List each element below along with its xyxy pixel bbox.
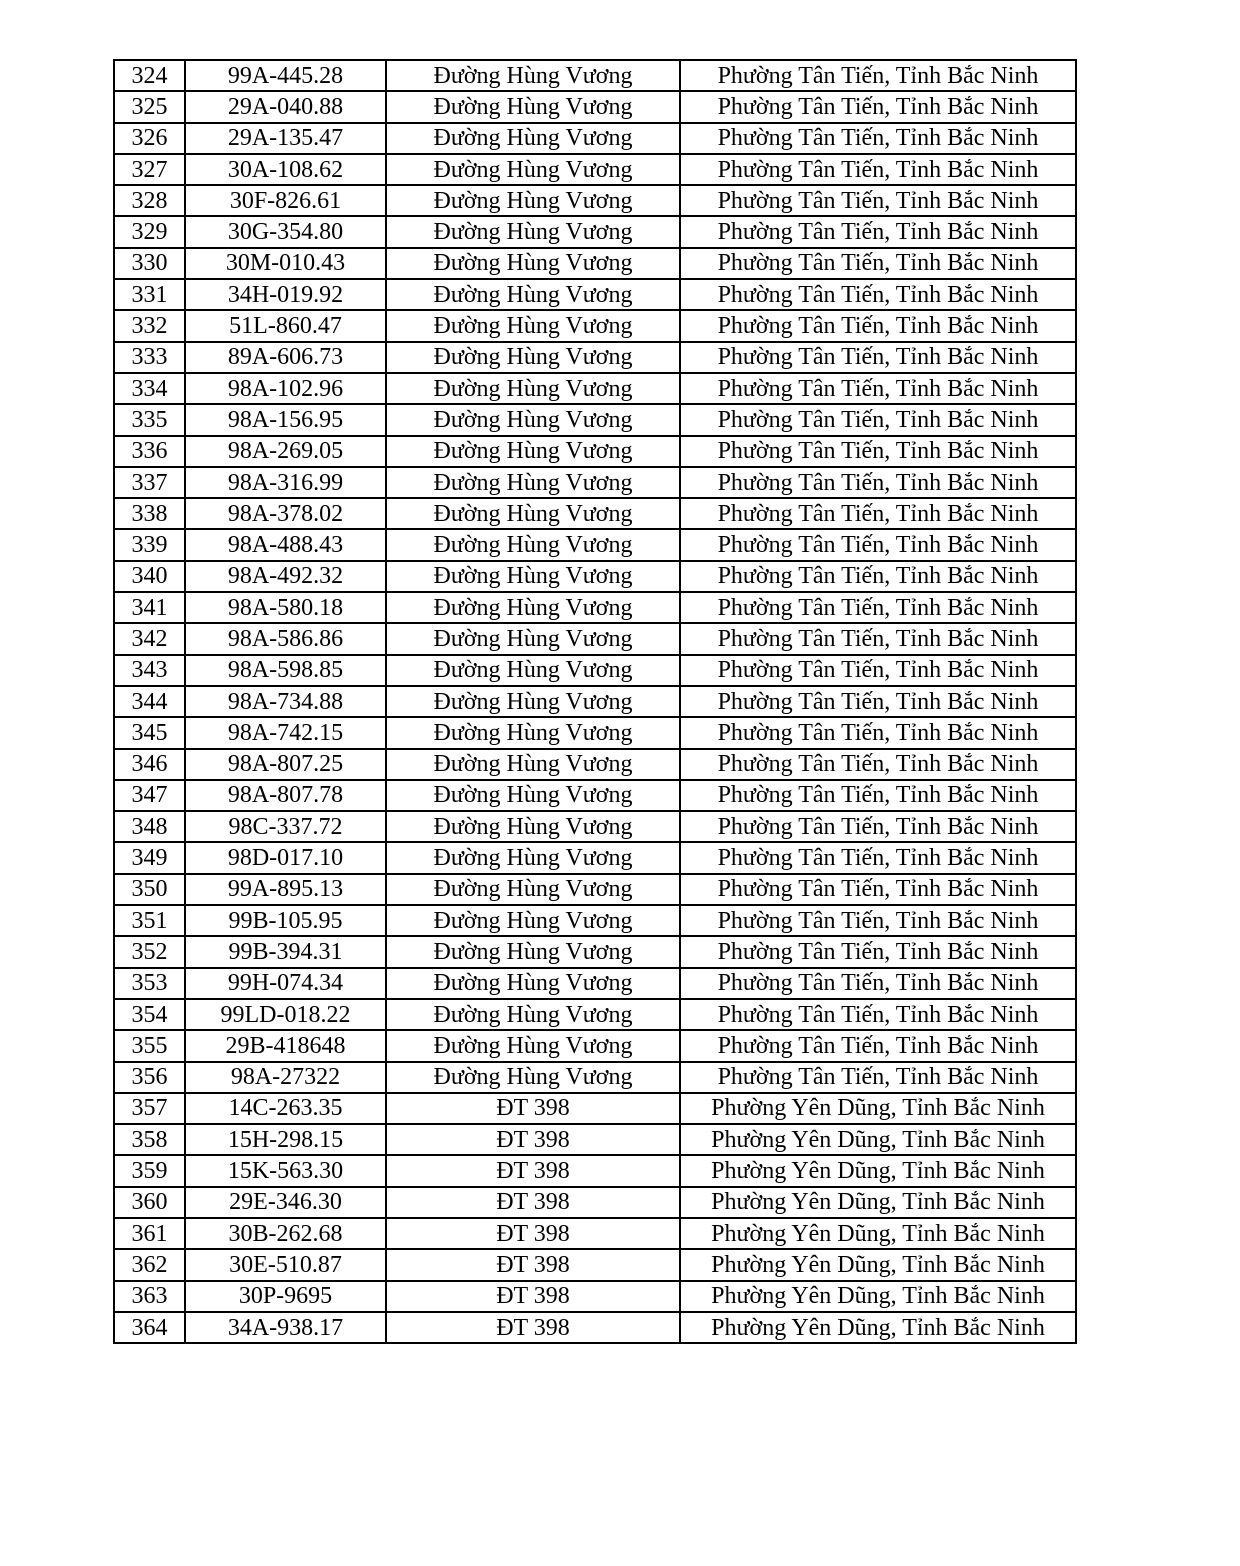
license-plate-cell: 30M-010.43 <box>185 248 386 279</box>
ward-province-cell: Phường Tân Tiến, Tỉnh Bắc Ninh <box>680 717 1076 748</box>
road-name-cell: Đường Hùng Vương <box>386 373 680 404</box>
ward-province-cell: Phường Tân Tiến, Tỉnh Bắc Ninh <box>680 1030 1076 1061</box>
row-number-cell: 335 <box>114 404 185 435</box>
row-number-cell: 329 <box>114 216 185 247</box>
ward-province-cell: Phường Tân Tiến, Tỉnh Bắc Ninh <box>680 905 1076 936</box>
ward-province-cell: Phường Tân Tiến, Tỉnh Bắc Ninh <box>680 623 1076 654</box>
ward-province-cell: Phường Tân Tiến, Tỉnh Bắc Ninh <box>680 655 1076 686</box>
road-name-cell: ĐT 398 <box>386 1187 680 1218</box>
license-plate-cell: 98A-586.86 <box>185 623 386 654</box>
road-name-cell: Đường Hùng Vương <box>386 655 680 686</box>
license-plate-cell: 29A-135.47 <box>185 123 386 154</box>
ward-province-cell: Phường Tân Tiến, Tỉnh Bắc Ninh <box>680 749 1076 780</box>
license-plate-cell: 30B-262.68 <box>185 1218 386 1249</box>
table-row <box>114 999 1076 1030</box>
license-plate-cell: 98A-488.43 <box>185 529 386 560</box>
ward-province-cell: Phường Yên Dũng, Tỉnh Bắc Ninh <box>680 1124 1076 1155</box>
license-plate-cell: 14C-263.35 <box>185 1093 386 1124</box>
license-plate-cell: 98C-337.72 <box>185 811 386 842</box>
table-row <box>114 373 1076 404</box>
row-number-cell: 349 <box>114 842 185 873</box>
table-row <box>114 1062 1076 1093</box>
road-name-cell: Đường Hùng Vương <box>386 999 680 1030</box>
table-row <box>114 561 1076 592</box>
row-number-cell: 361 <box>114 1218 185 1249</box>
ward-province-cell: Phường Tân Tiến, Tỉnh Bắc Ninh <box>680 686 1076 717</box>
table-row <box>114 1249 1076 1280</box>
road-name-cell: Đường Hùng Vương <box>386 404 680 435</box>
license-plate-cell: 98A-742.15 <box>185 717 386 748</box>
license-plate-cell: 89A-606.73 <box>185 342 386 373</box>
row-number-cell: 364 <box>114 1312 185 1343</box>
table-row <box>114 185 1076 216</box>
table-row <box>114 498 1076 529</box>
row-number-cell: 346 <box>114 749 185 780</box>
road-name-cell: Đường Hùng Vương <box>386 60 680 91</box>
road-name-cell: Đường Hùng Vương <box>386 780 680 811</box>
road-name-cell: Đường Hùng Vương <box>386 592 680 623</box>
row-number-cell: 342 <box>114 623 185 654</box>
license-plate-cell: 98A-156.95 <box>185 404 386 435</box>
ward-province-cell: Phường Tân Tiến, Tỉnh Bắc Ninh <box>680 842 1076 873</box>
license-plate-cell: 29E-346.30 <box>185 1187 386 1218</box>
road-name-cell: Đường Hùng Vương <box>386 310 680 341</box>
ward-province-cell: Phường Tân Tiến, Tỉnh Bắc Ninh <box>680 60 1076 91</box>
table-body <box>114 60 1076 1343</box>
ward-province-cell: Phường Tân Tiến, Tỉnh Bắc Ninh <box>680 404 1076 435</box>
road-name-cell: Đường Hùng Vương <box>386 749 680 780</box>
ward-province-cell: Phường Tân Tiến, Tỉnh Bắc Ninh <box>680 592 1076 623</box>
license-plate-cell: 98A-27322 <box>185 1062 386 1093</box>
row-number-cell: 336 <box>114 436 185 467</box>
road-name-cell: Đường Hùng Vương <box>386 874 680 905</box>
road-name-cell: ĐT 398 <box>386 1249 680 1280</box>
row-number-cell: 339 <box>114 529 185 560</box>
row-number-cell: 343 <box>114 655 185 686</box>
row-number-cell: 334 <box>114 373 185 404</box>
road-name-cell: Đường Hùng Vương <box>386 529 680 560</box>
license-plate-cell: 99B-394.31 <box>185 936 386 967</box>
road-name-cell: Đường Hùng Vương <box>386 342 680 373</box>
table-row <box>114 310 1076 341</box>
ward-province-cell: Phường Tân Tiến, Tỉnh Bắc Ninh <box>680 436 1076 467</box>
table-row <box>114 655 1076 686</box>
ward-province-cell: Phường Yên Dũng, Tỉnh Bắc Ninh <box>680 1187 1076 1218</box>
row-number-cell: 355 <box>114 1030 185 1061</box>
road-name-cell: Đường Hùng Vương <box>386 717 680 748</box>
row-number-cell: 348 <box>114 811 185 842</box>
road-name-cell: Đường Hùng Vương <box>386 686 680 717</box>
ward-province-cell: Phường Tân Tiến, Tỉnh Bắc Ninh <box>680 154 1076 185</box>
road-name-cell: Đường Hùng Vương <box>386 467 680 498</box>
table-row <box>114 342 1076 373</box>
ward-province-cell: Phường Tân Tiến, Tỉnh Bắc Ninh <box>680 874 1076 905</box>
license-plate-cell: 98A-102.96 <box>185 373 386 404</box>
road-name-cell: Đường Hùng Vương <box>386 936 680 967</box>
table-row <box>114 874 1076 905</box>
ward-province-cell: Phường Tân Tiến, Tỉnh Bắc Ninh <box>680 342 1076 373</box>
table-row <box>114 529 1076 560</box>
table-row <box>114 154 1076 185</box>
road-name-cell: Đường Hùng Vương <box>386 811 680 842</box>
table-row <box>114 686 1076 717</box>
license-plate-cell: 98A-807.78 <box>185 780 386 811</box>
ward-province-cell: Phường Yên Dũng, Tỉnh Bắc Ninh <box>680 1155 1076 1186</box>
row-number-cell: 328 <box>114 185 185 216</box>
ward-province-cell: Phường Tân Tiến, Tỉnh Bắc Ninh <box>680 216 1076 247</box>
table-row <box>114 968 1076 999</box>
row-number-cell: 341 <box>114 592 185 623</box>
ward-province-cell: Phường Tân Tiến, Tỉnh Bắc Ninh <box>680 498 1076 529</box>
table-row <box>114 436 1076 467</box>
license-plate-cell: 15H-298.15 <box>185 1124 386 1155</box>
row-number-cell: 327 <box>114 154 185 185</box>
ward-province-cell: Phường Tân Tiến, Tỉnh Bắc Ninh <box>680 91 1076 122</box>
license-plate-cell: 98A-734.88 <box>185 686 386 717</box>
license-plate-cell: 30G-354.80 <box>185 216 386 247</box>
road-name-cell: Đường Hùng Vương <box>386 248 680 279</box>
table-row <box>114 811 1076 842</box>
license-plate-cell: 98A-580.18 <box>185 592 386 623</box>
road-name-cell: Đường Hùng Vương <box>386 842 680 873</box>
license-plate-cell: 30P-9695 <box>185 1281 386 1312</box>
table-row <box>114 842 1076 873</box>
table-row <box>114 780 1076 811</box>
table-row <box>114 404 1076 435</box>
row-number-cell: 357 <box>114 1093 185 1124</box>
row-number-cell: 325 <box>114 91 185 122</box>
table-row <box>114 717 1076 748</box>
license-plate-cell: 99A-445.28 <box>185 60 386 91</box>
row-number-cell: 340 <box>114 561 185 592</box>
ward-province-cell: Phường Tân Tiến, Tỉnh Bắc Ninh <box>680 373 1076 404</box>
road-name-cell: ĐT 398 <box>386 1218 680 1249</box>
row-number-cell: 347 <box>114 780 185 811</box>
row-number-cell: 356 <box>114 1062 185 1093</box>
table-row <box>114 279 1076 310</box>
ward-province-cell: Phường Yên Dũng, Tỉnh Bắc Ninh <box>680 1249 1076 1280</box>
table-row <box>114 1187 1076 1218</box>
license-plate-cell: 98A-378.02 <box>185 498 386 529</box>
table-row <box>114 467 1076 498</box>
row-number-cell: 332 <box>114 310 185 341</box>
license-plate-cell: 29A-040.88 <box>185 91 386 122</box>
license-plate-cell: 98D-017.10 <box>185 842 386 873</box>
license-plate-cell: 99LD-018.22 <box>185 999 386 1030</box>
license-plate-cell: 30F-826.61 <box>185 185 386 216</box>
license-plate-cell: 34A-938.17 <box>185 1312 386 1343</box>
table-row <box>114 1281 1076 1312</box>
ward-province-cell: Phường Tân Tiến, Tỉnh Bắc Ninh <box>680 467 1076 498</box>
row-number-cell: 352 <box>114 936 185 967</box>
license-plate-cell: 30E-510.87 <box>185 1249 386 1280</box>
road-name-cell: Đường Hùng Vương <box>386 279 680 310</box>
ward-province-cell: Phường Tân Tiến, Tỉnh Bắc Ninh <box>680 529 1076 560</box>
table-row <box>114 1218 1076 1249</box>
ward-province-cell: Phường Yên Dũng, Tỉnh Bắc Ninh <box>680 1218 1076 1249</box>
road-name-cell: Đường Hùng Vương <box>386 498 680 529</box>
road-name-cell: Đường Hùng Vương <box>386 905 680 936</box>
row-number-cell: 338 <box>114 498 185 529</box>
license-plate-cell: 98A-807.25 <box>185 749 386 780</box>
table-row <box>114 1124 1076 1155</box>
road-name-cell: ĐT 398 <box>386 1281 680 1312</box>
road-name-cell: Đường Hùng Vương <box>386 216 680 247</box>
row-number-cell: 353 <box>114 968 185 999</box>
table-row <box>114 123 1076 154</box>
road-name-cell: Đường Hùng Vương <box>386 123 680 154</box>
table-row <box>114 592 1076 623</box>
road-name-cell: Đường Hùng Vương <box>386 561 680 592</box>
row-number-cell: 333 <box>114 342 185 373</box>
license-plate-cell: 51L-860.47 <box>185 310 386 341</box>
license-plate-cell: 29B-418648 <box>185 1030 386 1061</box>
table-row <box>114 623 1076 654</box>
row-number-cell: 350 <box>114 874 185 905</box>
license-plate-cell: 99H-074.34 <box>185 968 386 999</box>
table-row <box>114 1155 1076 1186</box>
row-number-cell: 359 <box>114 1155 185 1186</box>
ward-province-cell: Phường Tân Tiến, Tỉnh Bắc Ninh <box>680 999 1076 1030</box>
row-number-cell: 324 <box>114 60 185 91</box>
row-number-cell: 358 <box>114 1124 185 1155</box>
table-row <box>114 936 1076 967</box>
license-plate-cell: 30A-108.62 <box>185 154 386 185</box>
table-row <box>114 91 1076 122</box>
road-name-cell: Đường Hùng Vương <box>386 623 680 654</box>
ward-province-cell: Phường Tân Tiến, Tỉnh Bắc Ninh <box>680 968 1076 999</box>
road-name-cell: ĐT 398 <box>386 1124 680 1155</box>
row-number-cell: 331 <box>114 279 185 310</box>
license-plate-cell: 99A-895.13 <box>185 874 386 905</box>
ward-province-cell: Phường Tân Tiến, Tỉnh Bắc Ninh <box>680 279 1076 310</box>
ward-province-cell: Phường Tân Tiến, Tỉnh Bắc Ninh <box>680 780 1076 811</box>
ward-province-cell: Phường Tân Tiến, Tỉnh Bắc Ninh <box>680 310 1076 341</box>
table-row <box>114 60 1076 91</box>
row-number-cell: 354 <box>114 999 185 1030</box>
ward-province-cell: Phường Tân Tiến, Tỉnh Bắc Ninh <box>680 811 1076 842</box>
table-row <box>114 248 1076 279</box>
ward-province-cell: Phường Tân Tiến, Tỉnh Bắc Ninh <box>680 248 1076 279</box>
ward-province-cell: Phường Yên Dũng, Tỉnh Bắc Ninh <box>680 1281 1076 1312</box>
row-number-cell: 326 <box>114 123 185 154</box>
road-name-cell: ĐT 398 <box>386 1093 680 1124</box>
table-row <box>114 905 1076 936</box>
road-name-cell: Đường Hùng Vương <box>386 91 680 122</box>
road-name-cell: Đường Hùng Vương <box>386 154 680 185</box>
table-row <box>114 749 1076 780</box>
ward-province-cell: Phường Yên Dũng, Tỉnh Bắc Ninh <box>680 1312 1076 1343</box>
road-name-cell: ĐT 398 <box>386 1312 680 1343</box>
road-name-cell: Đường Hùng Vương <box>386 1062 680 1093</box>
road-name-cell: Đường Hùng Vương <box>386 436 680 467</box>
road-name-cell: Đường Hùng Vương <box>386 1030 680 1061</box>
ward-province-cell: Phường Yên Dũng, Tỉnh Bắc Ninh <box>680 1093 1076 1124</box>
road-name-cell: Đường Hùng Vương <box>386 185 680 216</box>
row-number-cell: 360 <box>114 1187 185 1218</box>
row-number-cell: 344 <box>114 686 185 717</box>
violation-table <box>113 59 1077 1344</box>
license-plate-cell: 15K-563.30 <box>185 1155 386 1186</box>
road-name-cell: ĐT 398 <box>386 1155 680 1186</box>
row-number-cell: 363 <box>114 1281 185 1312</box>
license-plate-cell: 98A-269.05 <box>185 436 386 467</box>
ward-province-cell: Phường Tân Tiến, Tỉnh Bắc Ninh <box>680 185 1076 216</box>
license-plate-cell: 98A-492.32 <box>185 561 386 592</box>
table-row <box>114 1030 1076 1061</box>
ward-province-cell: Phường Tân Tiến, Tỉnh Bắc Ninh <box>680 123 1076 154</box>
license-plate-cell: 98A-598.85 <box>185 655 386 686</box>
table-row <box>114 1312 1076 1343</box>
license-plate-cell: 99B-105.95 <box>185 905 386 936</box>
row-number-cell: 351 <box>114 905 185 936</box>
ward-province-cell: Phường Tân Tiến, Tỉnh Bắc Ninh <box>680 936 1076 967</box>
ward-province-cell: Phường Tân Tiến, Tỉnh Bắc Ninh <box>680 1062 1076 1093</box>
row-number-cell: 362 <box>114 1249 185 1280</box>
row-number-cell: 330 <box>114 248 185 279</box>
ward-province-cell: Phường Tân Tiến, Tỉnh Bắc Ninh <box>680 561 1076 592</box>
table-row <box>114 216 1076 247</box>
license-plate-cell: 34H-019.92 <box>185 279 386 310</box>
table-row <box>114 1093 1076 1124</box>
row-number-cell: 337 <box>114 467 185 498</box>
row-number-cell: 345 <box>114 717 185 748</box>
license-plate-cell: 98A-316.99 <box>185 467 386 498</box>
road-name-cell: Đường Hùng Vương <box>386 968 680 999</box>
